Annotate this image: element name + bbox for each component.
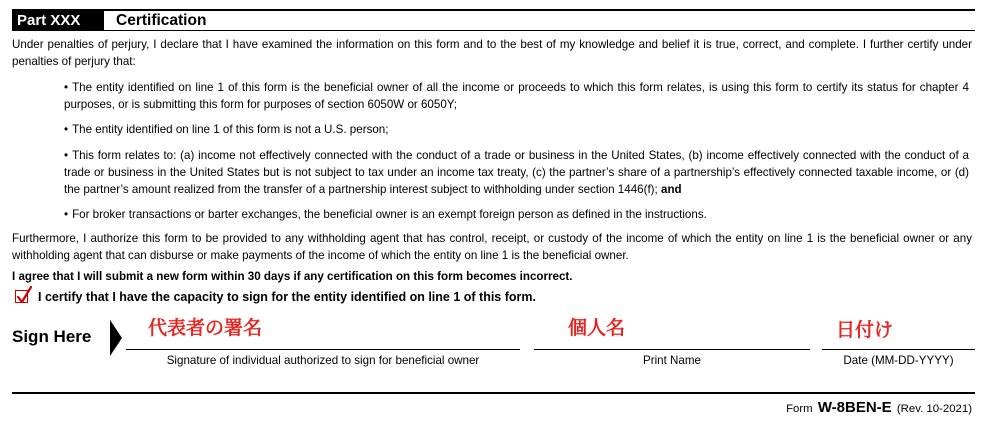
- date-caption: Date (MM-DD-YYYY): [843, 354, 954, 367]
- signature-field[interactable]: [126, 349, 520, 350]
- sign-here-label: Sign Here: [12, 327, 92, 346]
- bottom-rule: [12, 392, 975, 394]
- form-revision: (Rev. 10-2021): [896, 403, 972, 415]
- header-rule: [12, 30, 975, 31]
- bullet-icon: •: [64, 123, 69, 136]
- bullet-icon: •: [64, 149, 69, 162]
- agree-statement: I agree that I will submit a new form within 30 days if any certification on this form becomes incorrect.: [12, 270, 573, 283]
- signature-annotation: 代表者の署名: [148, 317, 263, 339]
- bullet-text: This form relates to: (a) income not effectively connected with the conduct of a trade or business in the United States, (b) income effectively connected with the conduct of a trade or business in the United States but is not subject to tax under an income tax treaty, (c) the partner’s share of a partnership’s effectively connected taxable income, or (d) the partner’s amount realized from the transfer of a partnership interest subject to withholding under section 1446(f);: [64, 149, 969, 196]
- bullet-item: [64, 121, 969, 138]
- bullet-item: [64, 79, 969, 113]
- date-annotation: 日付け: [836, 319, 894, 341]
- bullet-text: For broker transactions or barter exchanges, the beneficial owner is an exempt foreign person as defined in the instructions.: [72, 208, 707, 221]
- bullet-text: The entity identified on line 1 of this form is the beneficial owner of all the income or proceeds to which this form relates, is using this form to certify its status for chapter 4 purposes, or is submitting this form for purposes of section 6050W or 6050Y;: [64, 81, 969, 111]
- furthermore-paragraph: Furthermore, I authorize this form to be provided to any withholding agent that has control, receipt, or custody of the income of which the entity on line 1 is the beneficial owner or any withholding agent that can disburse or make payments of the income of which the entity on line 1 is the beneficial owner.: [12, 232, 972, 262]
- signature-caption: Signature of individual authorized to sign for beneficial owner: [166, 354, 480, 367]
- bullet-item: [64, 147, 969, 198]
- print-name-caption: Print Name: [643, 354, 701, 367]
- certify-checkbox[interactable]: [15, 290, 28, 303]
- bullet-icon: •: [64, 81, 69, 94]
- part-label: Part XXX: [12, 11, 104, 30]
- bullet-item: [64, 206, 969, 223]
- date-field[interactable]: [822, 349, 975, 350]
- bullet-text: The entity identified on line 1 of this form is not a U.S. person;: [72, 123, 389, 136]
- intro-paragraph: Under penalties of perjury, I declare that I have examined the information on this form and to the best of my knowledge and belief it is true, correct, and complete. I further certify under penalties of perjury that:: [12, 38, 972, 68]
- sign-arrow-icon: [110, 320, 122, 356]
- name-annotation: 個人名: [568, 317, 626, 339]
- print-name-field[interactable]: [534, 349, 810, 350]
- check-icon: [15, 285, 33, 305]
- part-title: Certification: [116, 12, 207, 29]
- bullet-icon: •: [64, 208, 69, 221]
- form-prefix: Form: [786, 403, 813, 415]
- certify-statement: I certify that I have the capacity to sign for the entity identified on line 1 of this form.: [38, 290, 536, 304]
- form-footer: [786, 400, 972, 417]
- form-name: W-8BEN-E: [817, 399, 892, 416]
- bullet-and: and: [661, 183, 682, 196]
